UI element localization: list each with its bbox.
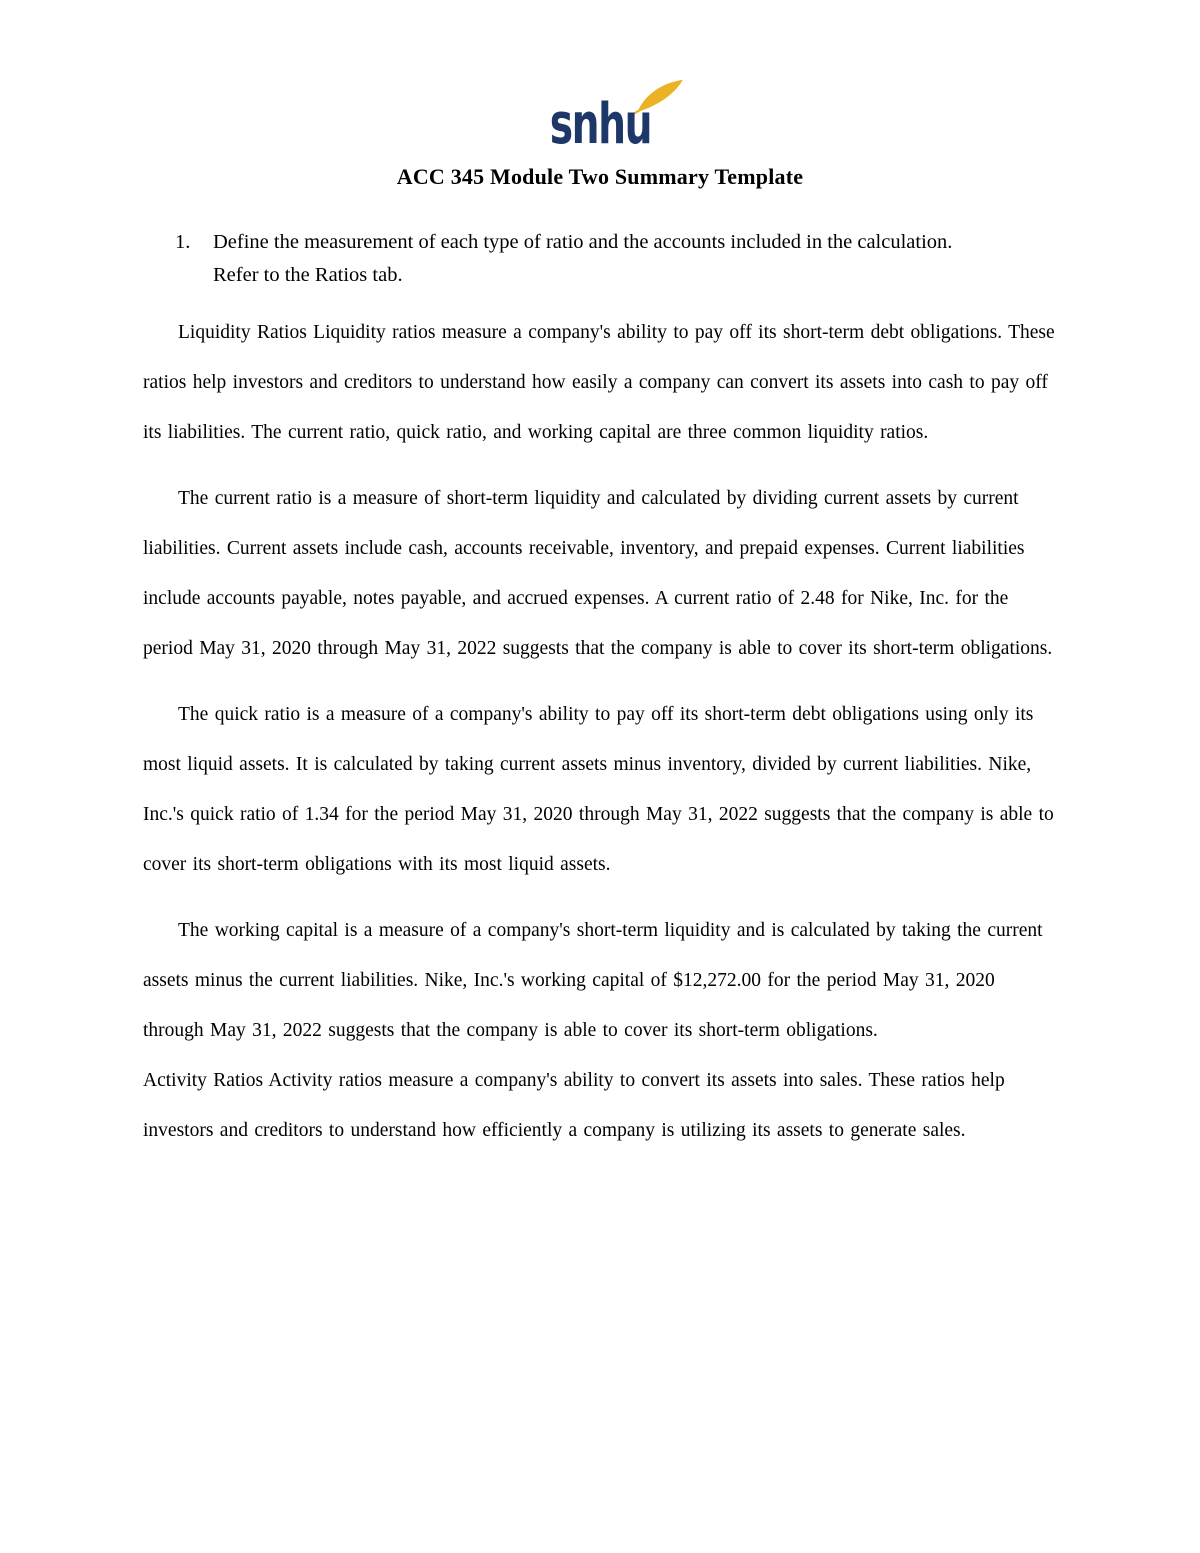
paragraph-quick-ratio: The quick ratio is a measure of a company's ability to pay off its short-term debt obligations using only its most liquid assets. It is calculated by taking current assets minus inventory, divided by current liabilities. Nike, Inc.'s quick ratio of 1.34 for the period May 31, 2020 through May 31, 2022 suggests that the company is able to cover its short-term obligations with its most liquid assets. [143,704,1054,875]
list-item-number: 1. [175,231,191,253]
list-item [175,226,1057,292]
paragraph-activity-ratios: Activity Ratios Activity ratios measure a company's ability to convert its assets into sales. These ratios help investors and creditors to understand how efficiently a company is utilizing its assets to generate sales. [143,1070,1005,1141]
list-item-text: Define the measurement of each type of ratio and the accounts included in the calculation. Refer to the Ratios tab. [213,231,953,286]
page-title: ACC 345 Module Two Summary Template [396,164,804,189]
paragraph-current-ratio: The current ratio is a measure of short-term liquidity and calculated by dividing current assets by current liabilities. Current assets include cash, accounts receivable, inventory, and prepaid expenses. Current liabilities include accounts payable, notes payable, and accrued expenses. A current ratio of 2.48 for Nike, Inc. for the period May 31, 2020 through May 31, 2022 suggests that the company is able to cover its short-term obligations. [143,488,1053,659]
prompt-list [143,226,1057,292]
snhu-logo-text: snhu [549,92,651,158]
logo-header [143,52,1057,158]
snhu-logo [528,92,673,158]
paragraph-liquidity-ratios: Liquidity Ratios Liquidity ratios measure a company's ability to pay off its short-term debt obligations. These ratios help investors and creditors to understand how easily a company can convert its assets into cash to pay off its liabilities. The current ratio, quick ratio, and working capital are three common liquidity ratios. [143,322,1055,443]
document-body [143,308,1057,1156]
paragraph-working-capital: The working capital is a measure of a company's short-term liquidity and is calculated by taking the current assets minus the current liabilities. Nike, Inc.'s working capital of $12,272.00 for the period May 31, 2020 through May 31, 2022 suggests that the company is able to cover its short-term obligations. [143,920,1043,1041]
